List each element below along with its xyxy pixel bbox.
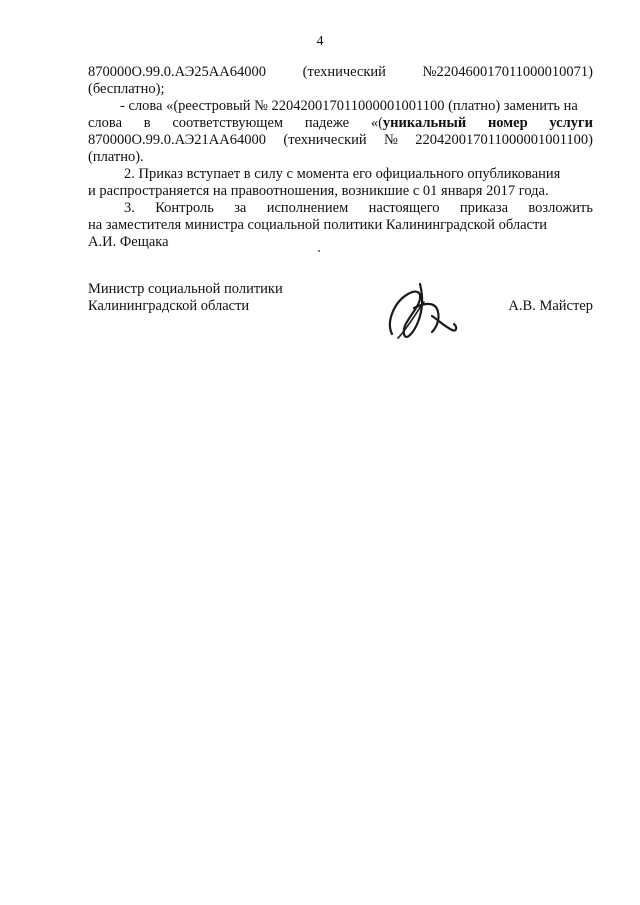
handwritten-signature	[380, 272, 470, 352]
bold-word: номер	[487, 115, 528, 131]
word: соответствующем	[172, 115, 284, 131]
page-number: 4	[316, 34, 324, 49]
paragraph-2-line-2: и распространяется на правоотношения, возникшие с 01 января 2017 года.	[88, 183, 549, 199]
text-line-4	[88, 115, 593, 132]
scan-speck	[318, 250, 320, 252]
paragraph-3-line-3: А.И. Фещака	[88, 234, 169, 250]
word: в	[143, 115, 151, 131]
word: исполнением	[266, 200, 349, 216]
text-line-5	[88, 132, 593, 149]
signatory-position-line-2: Калининградской области	[88, 298, 250, 314]
word: слова	[88, 115, 123, 131]
word: настоящего	[368, 200, 440, 216]
word: приказа	[459, 200, 509, 216]
bold-word: услуги	[549, 115, 593, 131]
paragraph-3-line-2: на заместителя министра социальной политики Калининградской области	[88, 217, 548, 233]
signatory-position-line-1: Министр социальной политики	[88, 281, 283, 297]
paragraph-2-line-1: 2. Приказ вступает в силу с момента его официального опубликования	[124, 166, 561, 182]
word: (технический	[302, 64, 386, 80]
service-code: 870000О.99.0.АЭ25АА64000	[88, 64, 266, 80]
word: падеже	[304, 115, 350, 131]
text-line-3: - слова «(реестровый № 220420017011000001001100 (платно) заменить на	[120, 98, 578, 114]
registry-number: №220460017011000010071)	[422, 64, 593, 80]
text-line-2: (бесплатно);	[88, 81, 165, 97]
word: Контроль	[155, 200, 214, 216]
word: №	[384, 132, 398, 148]
word: (технический	[283, 132, 367, 148]
service-code: 870000О.99.0.АЭ21АА64000	[88, 132, 266, 148]
word: за	[234, 200, 247, 216]
quoted-bold-phrase: «(уникальный	[370, 115, 467, 131]
text-line-1	[88, 64, 593, 81]
word: возложить	[528, 200, 593, 216]
registry-number: 220420017011000001001100)	[415, 132, 593, 148]
item-number: 3.	[124, 200, 135, 216]
text-line-6: (платно).	[88, 149, 144, 165]
paragraph-3-line-1	[88, 200, 593, 217]
signatory-name: А.В. Майстер	[508, 298, 593, 314]
